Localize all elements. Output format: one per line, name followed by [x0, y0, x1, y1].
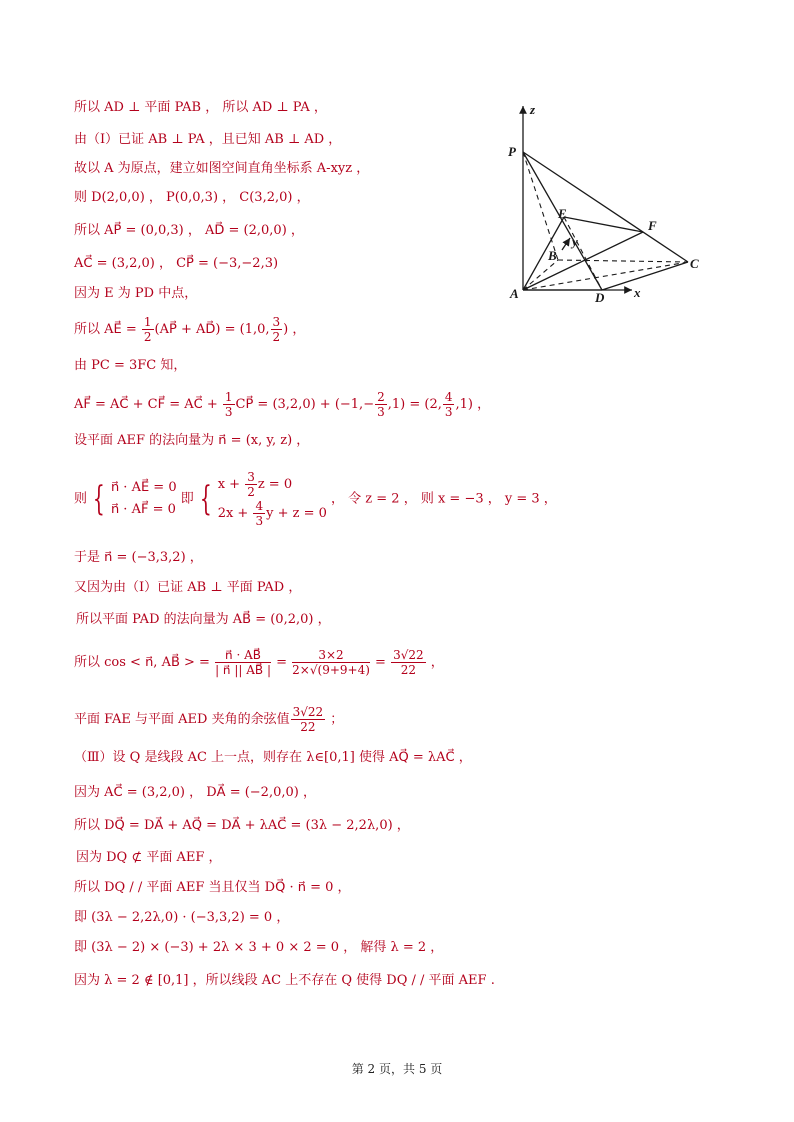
line-14: 又因为由（Ⅰ）已证 AB ⊥ 平面 PAD ，: [74, 580, 302, 595]
fraction-numerator: 3: [247, 470, 255, 484]
equation-part: y + z = 0: [266, 506, 327, 521]
fraction-2-3: [375, 390, 387, 419]
fraction-4-3: [253, 499, 265, 528]
line-6: AC⃗ = (3,2,0) ， CP⃗ = (−3,−2,3): [74, 256, 279, 271]
label-e: E: [558, 206, 567, 221]
line-17: [74, 705, 343, 734]
fraction-3-2: [271, 315, 283, 344]
line-1: 所以 AD ⊥ 平面 PAB ， 所以 AD ⊥ PA ，: [74, 100, 327, 115]
af-vector-label: AF⃗ = AC⃗ + CF⃗ = AC⃗ +: [74, 397, 222, 412]
line-end: ) ，: [283, 322, 306, 337]
equals: =: [370, 655, 391, 670]
line-13: 于是 n⃗ = (−3,3,2) ，: [74, 550, 203, 565]
label-x: x: [634, 285, 641, 300]
fraction-denominator: 3: [444, 405, 453, 419]
fraction-1-2: [142, 315, 154, 344]
line-4: 则 D(2,0,0) ， P(0,0,3) ， C(3,2,0) ，: [74, 190, 310, 205]
fraction-values: [292, 648, 370, 677]
line-10: [74, 390, 490, 419]
label-z: z: [530, 102, 536, 117]
fraction-3-2: [245, 470, 257, 499]
line-24: 即 (3λ − 2) × (−3) + 2λ × 3 + 0 × 2 = 0 ， 解得 λ = 2 ，: [74, 940, 444, 955]
fraction-4-3: [443, 390, 455, 419]
fraction-numerator: 2: [377, 390, 385, 404]
i-e-label: 即: [180, 491, 194, 507]
fraction-numerator: n⃗ · AB⃗: [215, 648, 271, 663]
cos-label: 所以 cos < n⃗, AB⃗ > =: [74, 655, 215, 670]
af-expression-2: ,1) = (2,: [387, 397, 442, 412]
edge-pb-hidden: [523, 152, 558, 260]
left-brace: {: [93, 479, 105, 519]
line-9: 由 PC = 3FC 知，: [74, 358, 187, 373]
fraction-numerator: 1: [224, 390, 233, 404]
ae-vector-label: 所以 AE⃗ =: [74, 322, 141, 337]
fraction-denominator: | n⃗ || AB⃗ |: [215, 663, 271, 677]
then-label: 则: [74, 491, 88, 507]
line-3: 故以 A 为原点，建立如图空间直角坐标系 A-xyz ，: [74, 161, 370, 176]
equation-1: n⃗ · AE⃗ = 0: [110, 480, 177, 495]
edge-dc: [602, 262, 688, 290]
equation-4: [218, 499, 327, 528]
line-23: 即 (3λ − 2,2λ,0) · (−3,3,2) = 0 ，: [74, 910, 290, 925]
line-20: 所以 DQ⃗ = DA⃗ + AQ⃗ = DA⃗ + λAC⃗ = (3λ − 2,2λ,0) ，: [74, 818, 410, 833]
line-21: 因为 DQ ⊄ 平面 AEF ，: [76, 850, 222, 865]
equation-part: 2x +: [217, 506, 253, 521]
fraction-denominator: 2×√(9+9+4): [292, 663, 370, 677]
label-c: C: [690, 256, 699, 271]
fraction-result: [391, 648, 426, 677]
fraction-denominator: 22: [400, 663, 416, 677]
line-22: 所以 DQ / / 平面 AEF 当且仅当 DQ⃗ · n⃗ = 0 ，: [74, 880, 351, 895]
line-18: （Ⅲ）设 Q 是线段 AC 上一点，则存在 λ∈[0,1] 使得 AQ⃗ = λAC⃗ ，: [74, 750, 472, 765]
fraction-denominator: 2: [272, 330, 281, 344]
line-16: [74, 648, 444, 677]
line-7: 因为 E 为 PD 中点，: [74, 286, 198, 301]
cosine-statement: 平面 FAE 与平面 AED 夹角的余弦值: [74, 712, 290, 727]
label-y: y: [572, 234, 578, 249]
y-axis: [562, 238, 570, 250]
fraction-denominator: 3: [255, 514, 264, 528]
equation-part: x +: [217, 477, 245, 492]
ae-expression: (AP⃗ + AD⃗) = (1,0,: [154, 322, 270, 337]
fraction-numerator: 4: [255, 499, 264, 513]
fraction-numerator: 1: [143, 315, 152, 329]
edge-ac-hidden: [523, 262, 688, 290]
line-12: [74, 470, 557, 528]
label-a: A: [510, 286, 519, 301]
edge-bc-hidden: [558, 260, 688, 262]
solution-text: ， 令 z = 2 ， 则 x = −3 ， y = 3 ，: [331, 491, 557, 507]
fraction-numerator: 3×2: [292, 648, 370, 663]
fraction-denominator: 2: [143, 330, 152, 344]
equation-part: z = 0: [257, 477, 293, 492]
equation-3: [218, 470, 327, 499]
line-15: 所以平面 PAD 的法向量为 AB⃗ = (0,2,0) ，: [76, 612, 331, 627]
equals: =: [272, 655, 292, 670]
line-5: 所以 AP⃗ = (0,0,3) ， AD⃗ = (2,0,0) ，: [74, 223, 304, 238]
fraction-1-3: [223, 390, 235, 419]
af-expression: CP⃗ = (3,2,0) + (−1,−: [235, 397, 375, 412]
fraction-denominator: 2: [247, 485, 255, 499]
line-25: 因为 λ = 2 ∉ [0,1] ，所以线段 AC 上不存在 Q 使得 DQ / / 平面 AEF .: [74, 973, 495, 988]
line-11: 设平面 AEF 的法向量为 n⃗ = (x, y, z) ，: [74, 433, 310, 448]
edge-ae: [523, 217, 564, 290]
fraction-numerator: 3√22: [292, 705, 324, 719]
fraction-result: [291, 705, 326, 734]
label-f: F: [648, 218, 657, 233]
fraction-numerator: 4: [444, 390, 453, 404]
fraction-denominator: 3: [224, 405, 233, 419]
page-footer: 第 2 页，共 5 页: [351, 1062, 443, 1076]
fraction-numerator: 3√22: [393, 648, 424, 662]
line-8: [74, 315, 305, 344]
fraction-denominator: 22: [300, 720, 316, 734]
equation-system-2: [218, 470, 327, 528]
fraction-numerator: 3: [272, 315, 281, 329]
line-end: ,1) ，: [455, 397, 491, 412]
fraction-dot-over-norm: [215, 648, 271, 677]
fraction-denominator: 3: [377, 405, 385, 419]
left-brace: {: [199, 479, 212, 519]
line-2: 由（Ⅰ）已证 AB ⊥ PA ，且已知 AB ⊥ AD ，: [74, 132, 342, 147]
line-19: 因为 AC⃗ = (3,2,0) ， DA⃗ = (−2,0,0) ，: [74, 785, 316, 800]
line-end: ；: [326, 712, 344, 727]
label-d: D: [595, 290, 605, 305]
equation-2: n⃗ · AF⃗ = 0: [110, 502, 176, 517]
line-end: ，: [426, 655, 444, 670]
pyramid-figure: [500, 100, 710, 310]
label-b: B: [548, 248, 557, 263]
equation-system-1: [111, 477, 177, 521]
label-p: P: [508, 144, 516, 159]
